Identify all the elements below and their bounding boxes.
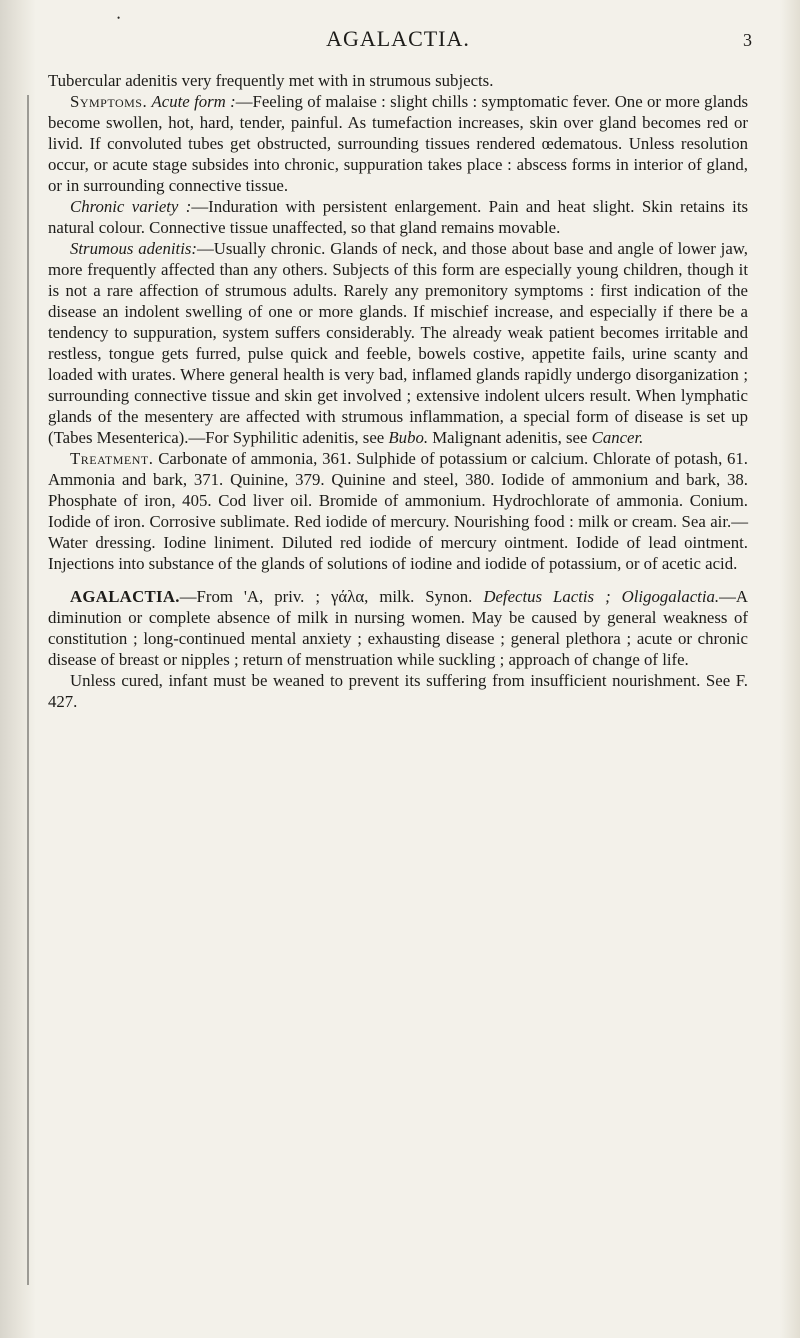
strumous-text: —Usually chronic. Glands of neck, and those about base and angle of lower jaw, more frequently affected than any others. Subjects of this form are especially young children, though it is not a rare affection of strumous adults. Rarely any premonitory symptoms : first indication of the disease an indolent swelling of one or more glands. If mischief increase, and especially if there be a tendency to suppuration, system suffers considerably. The already weak patient becomes irritable and restless, tongue gets furred, pulse quick and feeble, bowels costive, appetite fails, urine scanty and loaded with urates. Where general health is very bad, inflamed glands rapidly undergo disorganization ; surrounding connective tissue and skin get involved ; extensive indolent ulcers result. When lymphatic glands of the mesentery are affected with strumous inflammation, a special form of disease is set up (Tabes Mesenterica).—For Syphilitic adenitis, see <box>48 239 748 447</box>
section-gap <box>48 574 748 586</box>
running-head <box>48 26 752 70</box>
margin-marker: • <box>117 13 121 23</box>
treatment-text: Carbonate of ammonia, 361. Sulphide of potassium or calcium. Chlorate of potash, 61. Ammonia and bark, 371. Quinine, 379. Quinine and steel, 380. Iodide of ammonium and bark, 38. Phosphate of iron, 405. Cod liver oil. Bromide of ammonium. Hydrochlorate of ammonia. Conium. Iodide of iron. Corrosive sublimate. Red iodide of mercury. Nourishing food : milk or cream. Sea air.—Water dressing. Iodine liniment. Diluted red iodide of mercury ointment. Iodide of lead ointment. Injections into substance of the glands of solutions of iodine and iodide of potassium, or of acetic acid. <box>48 449 748 573</box>
strumous-paragraph <box>48 238 748 448</box>
treatment-paragraph <box>48 448 748 574</box>
symptoms-paragraph <box>48 91 748 196</box>
bubo-reference: Bubo. <box>388 428 429 447</box>
agalactia-paragraph <box>48 586 748 670</box>
cancer-reference: Cancer. <box>591 428 644 447</box>
treatment-label: Treatment. <box>70 449 154 468</box>
page-edge <box>780 0 800 1338</box>
agalactia-text: —A diminution or complete absence of milk in nursing women. May be caused by general weakness of constitution ; long-continued mental anxiety ; exhausting disease ; general plethora ; acute or chronic disease of breast or nipples ; return of menstruation while suckling ; approach of change of life. <box>48 587 748 669</box>
adenitis-intro: Tubercular adenitis very frequently met with in strumous subjects. <box>48 71 494 90</box>
acute-form-label: Acute form : <box>151 92 236 111</box>
chronic-label: Chronic variety : <box>70 197 192 216</box>
strumous-text-continued: Malignant adenitis, see <box>428 428 592 447</box>
agalactia-term: AGALACTIA. <box>70 587 180 606</box>
page-gutter <box>0 0 36 1338</box>
strumous-label: Strumous adenitis: <box>70 239 197 258</box>
running-title: AGALACTIA. <box>326 26 470 51</box>
acute-form-text: —Feeling of malaise : slight chills : symptomatic fever. One or more glands become swollen, hot, hard, tender, painful. As tumefaction increases, skin over gland becomes red or livid. If convoluted tubes get obstructed, surrounding tissues rendered œdematous. Unless resolution occur, or acute stage subsides into chronic, suppuration takes place : abscess forms in interior of gland, or in surrounding connective tissue. <box>48 92 748 195</box>
agalactia-etymology: —From 'Α, priv. ; γάλα, milk. Synon. <box>179 587 484 606</box>
page-number: 3 <box>743 30 752 50</box>
agalactia-synonym: Defectus Lactis ; Oligogalactia. <box>483 587 720 606</box>
agalactia-closing: Unless cured, infant must be weaned to prevent its suffering from insufficient nourishment. See F. 427. <box>48 671 748 711</box>
symptoms-label: Symptoms. <box>70 92 148 111</box>
binding-line <box>27 95 29 1285</box>
book-page <box>48 26 752 712</box>
chronic-text: —Induration with persistent enlargement. Pain and heat slight. Skin retains its natural colour. Connective tissue unaffected, so that gland remains movable. <box>48 197 749 237</box>
chronic-paragraph <box>48 196 748 238</box>
